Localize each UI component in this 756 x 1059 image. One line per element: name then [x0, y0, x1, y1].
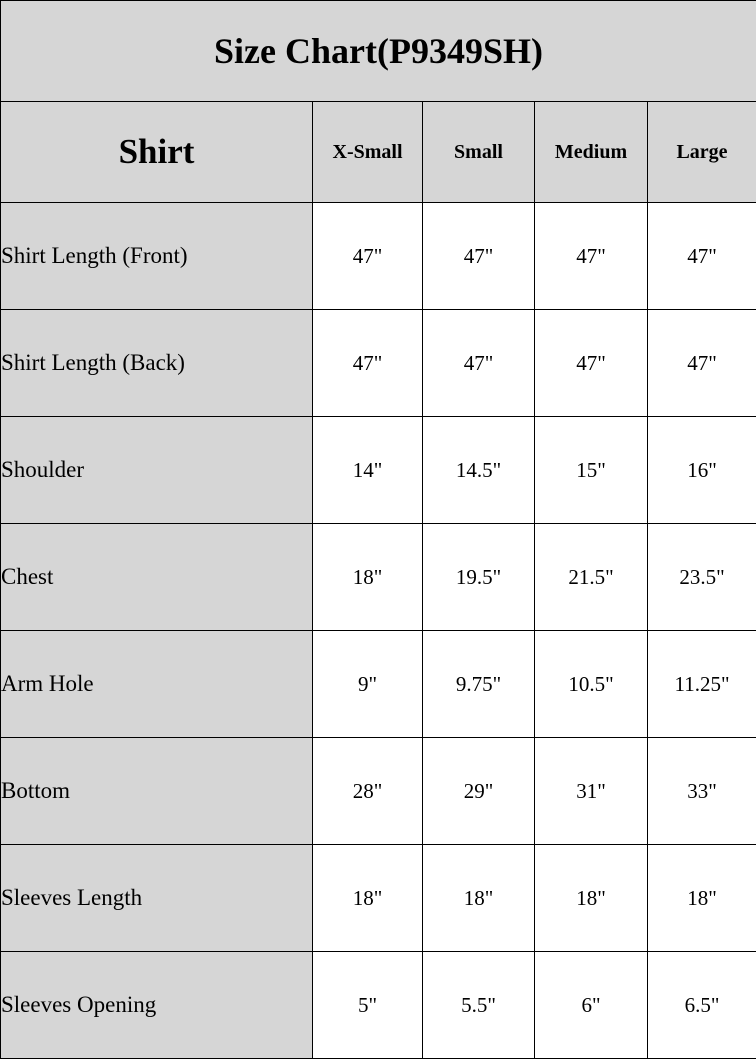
table-row [1, 310, 756, 417]
cell-value: 15" [535, 417, 648, 524]
cell-value: 29" [423, 738, 535, 845]
cell-value: 31" [535, 738, 648, 845]
cell-value: 23.5" [648, 524, 756, 631]
cell-value: 9.75" [423, 631, 535, 738]
table-row [1, 952, 756, 1059]
table-row [1, 417, 756, 524]
cell-value: 19.5" [423, 524, 535, 631]
table-row [1, 738, 756, 845]
cell-value: 14" [313, 417, 423, 524]
row-label: Shoulder [1, 417, 313, 524]
row-label: Bottom [1, 738, 313, 845]
cell-value: 10.5" [535, 631, 648, 738]
cell-value: 5.5" [423, 952, 535, 1059]
cell-value: 16" [648, 417, 756, 524]
title-row [1, 1, 756, 102]
table-row [1, 631, 756, 738]
row-label: Shirt Length (Back) [1, 310, 313, 417]
cell-value: 28" [313, 738, 423, 845]
size-header-small: Small [423, 102, 535, 203]
cell-value: 5" [313, 952, 423, 1059]
row-label: Arm Hole [1, 631, 313, 738]
cell-value: 47" [423, 310, 535, 417]
page-title: Size Chart(P9349SH) [1, 1, 756, 102]
cell-value: 18" [313, 524, 423, 631]
cell-value: 33" [648, 738, 756, 845]
cell-value: 47" [648, 203, 756, 310]
table-row [1, 845, 756, 952]
size-header-x-small: X-Small [313, 102, 423, 203]
cell-value: 18" [423, 845, 535, 952]
cell-value: 47" [535, 310, 648, 417]
row-label: Chest [1, 524, 313, 631]
row-label: Shirt Length (Front) [1, 203, 313, 310]
size-header-medium: Medium [535, 102, 648, 203]
cell-value: 47" [313, 310, 423, 417]
cell-value: 6.5" [648, 952, 756, 1059]
cell-value: 11.25" [648, 631, 756, 738]
cell-value: 21.5" [535, 524, 648, 631]
cell-value: 18" [535, 845, 648, 952]
table-row [1, 203, 756, 310]
category-header: Shirt [1, 102, 313, 203]
cell-value: 47" [648, 310, 756, 417]
cell-value: 9" [313, 631, 423, 738]
row-label: Sleeves Length [1, 845, 313, 952]
cell-value: 47" [535, 203, 648, 310]
cell-value: 18" [648, 845, 756, 952]
size-header-large: Large [648, 102, 756, 203]
row-label: Sleeves Opening [1, 952, 313, 1059]
cell-value: 47" [423, 203, 535, 310]
cell-value: 14.5" [423, 417, 535, 524]
cell-value: 18" [313, 845, 423, 952]
cell-value: 47" [313, 203, 423, 310]
cell-value: 6" [535, 952, 648, 1059]
table-header-row [1, 102, 756, 203]
table-row [1, 524, 756, 631]
